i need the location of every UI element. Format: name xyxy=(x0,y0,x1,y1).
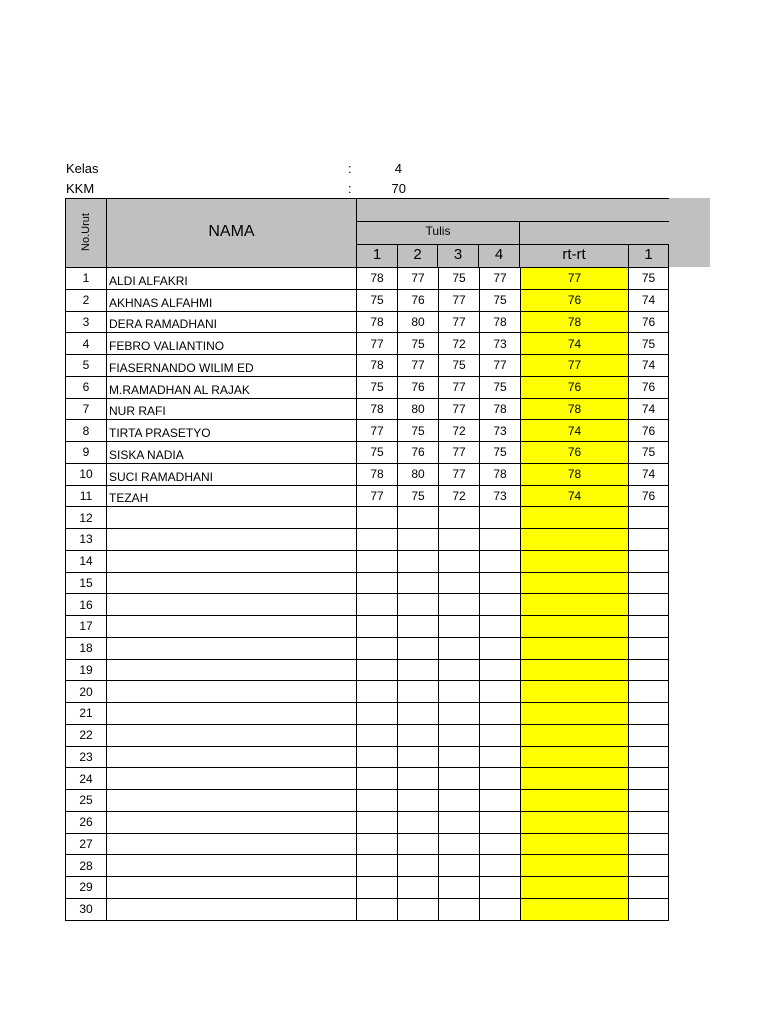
row-number-cell: 27 xyxy=(66,833,107,855)
score-3-cell xyxy=(439,572,480,594)
student-name-cell xyxy=(107,898,357,920)
student-name-cell xyxy=(107,855,357,877)
student-name-cell xyxy=(107,746,357,768)
table-row xyxy=(66,529,669,551)
score-2-cell xyxy=(398,659,439,681)
score-4-cell: 78 xyxy=(480,463,521,485)
student-name-cell xyxy=(107,877,357,899)
score-4-cell xyxy=(480,898,521,920)
kelas-label: Kelas xyxy=(66,161,99,176)
extra-score-1-cell xyxy=(629,572,669,594)
score-1-cell xyxy=(357,637,398,659)
extra-score-1-cell: 76 xyxy=(629,485,669,507)
table-row xyxy=(66,420,669,442)
table-row xyxy=(66,572,669,594)
score-3-cell xyxy=(439,855,480,877)
score-3-cell xyxy=(439,724,480,746)
score-2-cell xyxy=(398,703,439,725)
score-1-cell xyxy=(357,703,398,725)
extra-score-1-cell xyxy=(629,616,669,638)
score-4-cell xyxy=(480,637,521,659)
student-name-cell xyxy=(107,376,357,398)
student-name-cell xyxy=(107,681,357,703)
extra-score-1-cell: 75 xyxy=(629,442,669,464)
score-1-cell xyxy=(357,746,398,768)
score-3-cell xyxy=(439,529,480,551)
score-4-cell xyxy=(480,659,521,681)
student-name-cell xyxy=(107,703,357,725)
kkm-colon: : xyxy=(348,181,352,196)
average-score-cell xyxy=(521,768,629,790)
score-3-cell xyxy=(439,550,480,572)
score-3-cell: 77 xyxy=(439,376,480,398)
student-name-cell xyxy=(107,550,357,572)
score-3-cell xyxy=(439,594,480,616)
student-name-cell xyxy=(107,442,357,464)
score-4-cell xyxy=(480,877,521,899)
score-1-cell: 78 xyxy=(357,355,398,377)
average-score-cell xyxy=(521,703,629,725)
student-name-cell xyxy=(107,463,357,485)
score-3-cell xyxy=(439,833,480,855)
header-no-urut: No.Urut xyxy=(80,213,92,251)
row-number-cell: 16 xyxy=(66,594,107,616)
average-score-cell: 76 xyxy=(521,442,629,464)
row-number-cell: 30 xyxy=(66,898,107,920)
student-name-text: SUCI RAMADHANI xyxy=(109,469,214,484)
row-number-cell: 15 xyxy=(66,572,107,594)
table-row xyxy=(66,811,669,833)
average-score-cell xyxy=(521,877,629,899)
extra-score-1-cell xyxy=(629,529,669,551)
student-name-cell xyxy=(107,637,357,659)
extra-score-1-cell xyxy=(629,659,669,681)
score-4-cell xyxy=(480,550,521,572)
extra-score-1-cell xyxy=(629,833,669,855)
row-number-cell: 29 xyxy=(66,877,107,899)
score-2-cell: 76 xyxy=(398,289,439,311)
row-number-cell: 13 xyxy=(66,529,107,551)
table-row xyxy=(66,333,669,355)
score-2-cell xyxy=(398,768,439,790)
table-row xyxy=(66,507,669,529)
score-4-cell xyxy=(480,507,521,529)
score-1-cell xyxy=(357,790,398,812)
score-4-cell: 75 xyxy=(480,289,521,311)
score-2-cell xyxy=(398,898,439,920)
header-last-col: 1 xyxy=(644,246,653,263)
score-3-cell: 72 xyxy=(439,420,480,442)
extra-score-1-cell xyxy=(629,746,669,768)
score-4-cell xyxy=(480,811,521,833)
average-score-cell: 76 xyxy=(521,289,629,311)
score-3-cell: 72 xyxy=(439,485,480,507)
student-name-cell xyxy=(107,507,357,529)
row-number-cell: 9 xyxy=(66,442,107,464)
score-4-cell: 73 xyxy=(480,420,521,442)
student-name-cell xyxy=(107,398,357,420)
average-score-cell xyxy=(521,637,629,659)
score-3-cell xyxy=(439,768,480,790)
student-name-cell xyxy=(107,811,357,833)
score-3-cell: 72 xyxy=(439,333,480,355)
extra-score-1-cell: 75 xyxy=(629,333,669,355)
score-2-cell: 75 xyxy=(398,333,439,355)
header-rt-rt: rt-rt xyxy=(562,246,586,263)
row-number-cell: 4 xyxy=(66,333,107,355)
score-4-cell: 77 xyxy=(480,268,521,290)
row-number-cell: 14 xyxy=(66,550,107,572)
student-name-cell xyxy=(107,333,357,355)
student-name-text: SISKA NADIA xyxy=(109,447,184,462)
score-4-cell: 75 xyxy=(480,376,521,398)
average-score-cell xyxy=(521,550,629,572)
extra-score-1-cell xyxy=(629,768,669,790)
table-row xyxy=(66,724,669,746)
average-score-cell xyxy=(521,790,629,812)
average-score-cell xyxy=(521,594,629,616)
score-4-cell xyxy=(480,855,521,877)
row-number-cell: 7 xyxy=(66,398,107,420)
score-1-cell xyxy=(357,616,398,638)
score-2-cell xyxy=(398,877,439,899)
extra-score-1-cell: 76 xyxy=(629,420,669,442)
extra-score-1-cell: 74 xyxy=(629,398,669,420)
score-1-cell xyxy=(357,550,398,572)
score-4-cell xyxy=(480,616,521,638)
score-2-cell xyxy=(398,507,439,529)
average-score-cell xyxy=(521,855,629,877)
score-2-cell xyxy=(398,833,439,855)
student-name-cell xyxy=(107,529,357,551)
table-row xyxy=(66,550,669,572)
extra-score-1-cell xyxy=(629,594,669,616)
extra-score-1-cell: 74 xyxy=(629,289,669,311)
score-2-cell xyxy=(398,616,439,638)
score-2-cell: 77 xyxy=(398,355,439,377)
score-4-cell: 75 xyxy=(480,442,521,464)
header-nama: NAMA xyxy=(208,223,255,240)
extra-score-1-cell xyxy=(629,681,669,703)
table-row xyxy=(66,659,669,681)
row-number-cell: 28 xyxy=(66,855,107,877)
row-number-cell: 25 xyxy=(66,790,107,812)
row-number-cell: 21 xyxy=(66,703,107,725)
average-score-cell: 74 xyxy=(521,333,629,355)
score-1-cell xyxy=(357,768,398,790)
score-3-cell: 75 xyxy=(439,268,480,290)
score-4-cell: 78 xyxy=(480,398,521,420)
score-3-cell xyxy=(439,898,480,920)
score-2-cell xyxy=(398,746,439,768)
row-number-cell: 12 xyxy=(66,507,107,529)
extra-score-1-cell: 76 xyxy=(629,311,669,333)
row-number-cell: 17 xyxy=(66,616,107,638)
score-1-cell: 75 xyxy=(357,376,398,398)
score-2-cell xyxy=(398,572,439,594)
score-4-cell xyxy=(480,529,521,551)
extra-score-1-cell xyxy=(629,550,669,572)
score-1-cell xyxy=(357,529,398,551)
score-1-cell: 77 xyxy=(357,485,398,507)
table-row xyxy=(66,463,669,485)
score-1-cell: 78 xyxy=(357,463,398,485)
student-name-cell xyxy=(107,289,357,311)
score-3-cell: 77 xyxy=(439,311,480,333)
score-1-cell xyxy=(357,681,398,703)
extra-score-1-cell xyxy=(629,898,669,920)
student-name-cell xyxy=(107,268,357,290)
score-2-cell: 80 xyxy=(398,463,439,485)
student-name-text: FEBRO VALIANTINO xyxy=(109,339,225,353)
score-4-cell xyxy=(480,703,521,725)
table-row xyxy=(66,855,669,877)
score-2-cell: 75 xyxy=(398,420,439,442)
score-2-cell xyxy=(398,681,439,703)
row-number-cell: 2 xyxy=(66,289,107,311)
score-4-cell: 73 xyxy=(480,333,521,355)
row-number-cell: 23 xyxy=(66,746,107,768)
table-row xyxy=(66,398,669,420)
score-1-cell: 75 xyxy=(357,442,398,464)
table-row xyxy=(66,594,669,616)
extra-score-1-cell: 76 xyxy=(629,376,669,398)
average-score-cell: 78 xyxy=(521,398,629,420)
score-4-cell: 77 xyxy=(480,355,521,377)
average-score-cell xyxy=(521,811,629,833)
score-2-cell xyxy=(398,724,439,746)
table-row xyxy=(66,877,669,899)
score-1-cell xyxy=(357,572,398,594)
score-4-cell xyxy=(480,746,521,768)
score-1-cell xyxy=(357,659,398,681)
extra-score-1-cell xyxy=(629,877,669,899)
table-row xyxy=(66,637,669,659)
table-row xyxy=(66,681,669,703)
score-4-cell xyxy=(480,681,521,703)
score-3-cell xyxy=(439,877,480,899)
score-2-cell xyxy=(398,811,439,833)
extra-score-1-cell: 74 xyxy=(629,355,669,377)
average-score-cell xyxy=(521,833,629,855)
extra-score-1-cell xyxy=(629,703,669,725)
student-name-text: ALDI ALFAKRI xyxy=(109,273,188,288)
score-4-cell xyxy=(480,768,521,790)
average-score-cell xyxy=(521,724,629,746)
student-name-text: AKHNAS ALFAHMI xyxy=(109,295,213,310)
row-number-cell: 19 xyxy=(66,659,107,681)
average-score-cell: 78 xyxy=(521,463,629,485)
average-score-cell xyxy=(521,898,629,920)
table-row xyxy=(66,376,669,398)
row-number-cell: 3 xyxy=(66,311,107,333)
table-row xyxy=(66,311,669,333)
score-2-cell xyxy=(398,594,439,616)
grade-table xyxy=(65,267,669,921)
kelas-value: 4 xyxy=(394,161,402,176)
score-1-cell xyxy=(357,898,398,920)
header-col-3: 3 xyxy=(453,246,463,263)
score-1-cell xyxy=(357,594,398,616)
extra-score-1-cell xyxy=(629,724,669,746)
row-number-cell: 1 xyxy=(66,268,107,290)
score-3-cell xyxy=(439,616,480,638)
row-number-cell: 10 xyxy=(66,463,107,485)
score-4-cell xyxy=(480,572,521,594)
score-2-cell xyxy=(398,550,439,572)
table-row xyxy=(66,833,669,855)
score-2-cell: 80 xyxy=(398,311,439,333)
average-score-cell: 77 xyxy=(521,268,629,290)
row-number-cell: 18 xyxy=(66,637,107,659)
header-col-2: 2 xyxy=(413,246,422,263)
student-name-text: TEZAH xyxy=(109,491,149,506)
table-row xyxy=(66,746,669,768)
score-3-cell xyxy=(439,790,480,812)
score-4-cell: 78 xyxy=(480,311,521,333)
student-name-cell xyxy=(107,616,357,638)
score-1-cell xyxy=(357,811,398,833)
score-3-cell xyxy=(439,703,480,725)
score-1-cell: 78 xyxy=(357,311,398,333)
row-number-cell: 6 xyxy=(66,376,107,398)
score-1-cell xyxy=(357,507,398,529)
average-score-cell xyxy=(521,507,629,529)
student-name-cell xyxy=(107,485,357,507)
table-row xyxy=(66,289,669,311)
student-name-cell xyxy=(107,355,357,377)
student-name-cell xyxy=(107,659,357,681)
table-row xyxy=(66,616,669,638)
kelas-colon: : xyxy=(348,161,352,176)
student-name-cell xyxy=(107,790,357,812)
score-2-cell xyxy=(398,637,439,659)
kkm-value: 70 xyxy=(391,181,406,196)
score-3-cell xyxy=(439,507,480,529)
table-row xyxy=(66,703,669,725)
score-3-cell xyxy=(439,746,480,768)
extra-score-1-cell xyxy=(629,855,669,877)
table-row xyxy=(66,898,669,920)
score-3-cell: 77 xyxy=(439,463,480,485)
average-score-cell: 74 xyxy=(521,485,629,507)
header-tulis: Tulis xyxy=(425,224,451,238)
score-1-cell xyxy=(357,877,398,899)
average-score-cell: 76 xyxy=(521,376,629,398)
average-score-cell xyxy=(521,616,629,638)
student-name-text: DERA RAMADHANI xyxy=(109,317,218,332)
table-row xyxy=(66,768,669,790)
row-number-cell: 20 xyxy=(66,681,107,703)
average-score-cell xyxy=(521,681,629,703)
student-name-cell xyxy=(107,311,357,333)
score-4-cell xyxy=(480,724,521,746)
average-score-cell: 78 xyxy=(521,311,629,333)
table-row xyxy=(66,485,669,507)
score-3-cell: 77 xyxy=(439,398,480,420)
score-4-cell xyxy=(480,594,521,616)
student-name-text: NUR RAFI xyxy=(109,404,166,419)
score-3-cell xyxy=(439,659,480,681)
average-score-cell xyxy=(521,746,629,768)
table-row xyxy=(66,790,669,812)
score-2-cell: 75 xyxy=(398,485,439,507)
extra-score-1-cell: 75 xyxy=(629,268,669,290)
score-2-cell xyxy=(398,790,439,812)
score-1-cell: 75 xyxy=(357,289,398,311)
score-1-cell xyxy=(357,724,398,746)
score-1-cell xyxy=(357,833,398,855)
score-2-cell: 76 xyxy=(398,442,439,464)
row-number-cell: 26 xyxy=(66,811,107,833)
student-name-cell xyxy=(107,768,357,790)
score-1-cell: 77 xyxy=(357,333,398,355)
score-3-cell xyxy=(439,681,480,703)
score-4-cell: 73 xyxy=(480,485,521,507)
extra-score-1-cell xyxy=(629,637,669,659)
extra-score-1-cell xyxy=(629,507,669,529)
average-score-cell xyxy=(521,659,629,681)
student-name-cell xyxy=(107,572,357,594)
header-col-4: 4 xyxy=(494,246,504,263)
extra-score-1-cell xyxy=(629,811,669,833)
score-4-cell xyxy=(480,790,521,812)
row-number-cell: 5 xyxy=(66,355,107,377)
table-row xyxy=(66,355,669,377)
score-3-cell: 77 xyxy=(439,442,480,464)
table-row xyxy=(66,442,669,464)
header-col-1: 1 xyxy=(372,246,382,263)
average-score-cell: 74 xyxy=(521,420,629,442)
student-name-cell xyxy=(107,833,357,855)
score-2-cell: 77 xyxy=(398,268,439,290)
score-3-cell xyxy=(439,637,480,659)
score-3-cell xyxy=(439,811,480,833)
student-name-cell xyxy=(107,724,357,746)
average-score-cell: 77 xyxy=(521,355,629,377)
score-2-cell: 80 xyxy=(398,398,439,420)
score-2-cell xyxy=(398,855,439,877)
score-1-cell: 78 xyxy=(357,268,398,290)
score-2-cell xyxy=(398,529,439,551)
student-name-text: M.RAMADHAN AL RAJAK xyxy=(109,382,250,397)
score-1-cell xyxy=(357,855,398,877)
row-number-cell: 22 xyxy=(66,724,107,746)
table-row xyxy=(66,268,669,290)
extra-score-1-cell xyxy=(629,790,669,812)
student-name-cell xyxy=(107,420,357,442)
score-1-cell: 78 xyxy=(357,398,398,420)
score-2-cell: 76 xyxy=(398,376,439,398)
score-3-cell: 75 xyxy=(439,355,480,377)
score-3-cell: 77 xyxy=(439,289,480,311)
extra-score-1-cell: 74 xyxy=(629,463,669,485)
student-name-text: TIRTA PRASETYO xyxy=(109,426,211,440)
score-1-cell: 77 xyxy=(357,420,398,442)
row-number-cell: 11 xyxy=(66,485,107,507)
row-number-cell: 8 xyxy=(66,420,107,442)
score-4-cell xyxy=(480,833,521,855)
student-name-text: FIASERNANDO WILIM ED xyxy=(109,360,254,375)
average-score-cell xyxy=(521,529,629,551)
kkm-label: KKM xyxy=(66,181,95,196)
average-score-cell xyxy=(521,572,629,594)
student-name-cell xyxy=(107,594,357,616)
row-number-cell: 24 xyxy=(66,768,107,790)
